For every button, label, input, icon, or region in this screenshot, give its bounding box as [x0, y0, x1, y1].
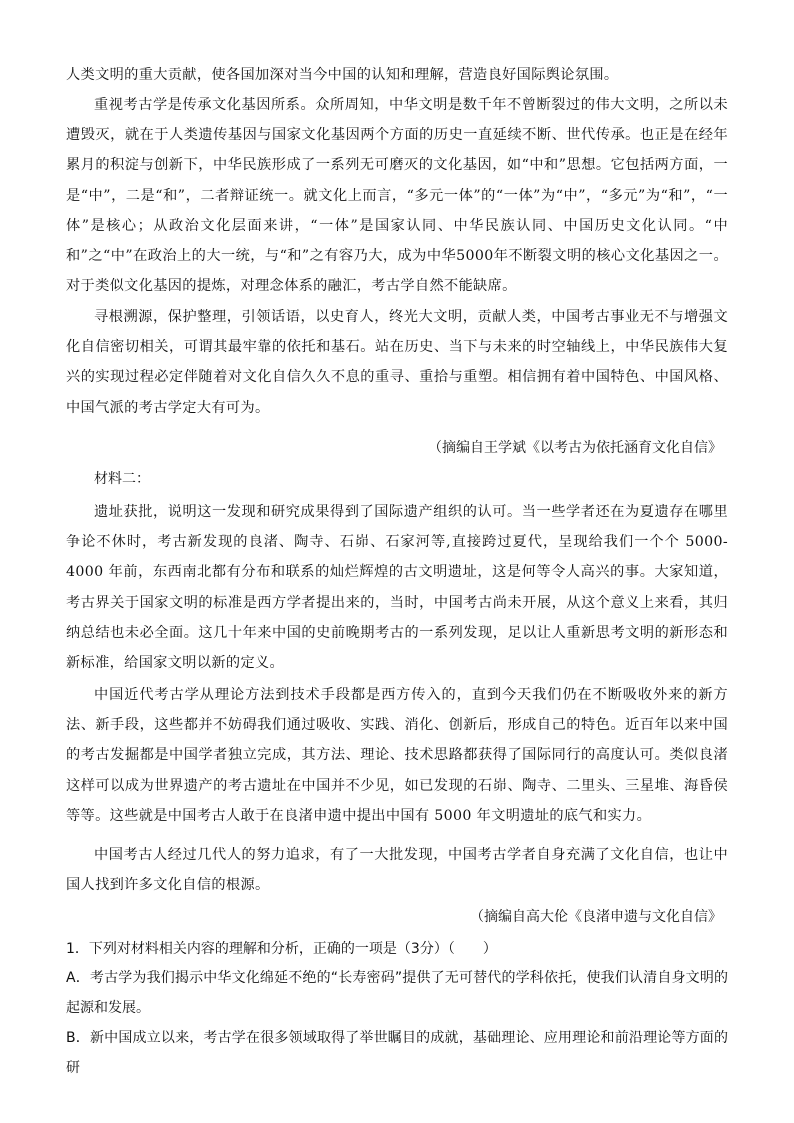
question-1-option-b: B．新中国成立以来，考古学在很多领域取得了举世瞩目的成就，基础理论、应用理论和前沿理论等方面的研 — [66, 1030, 728, 1076]
material-one-source: （摘编自王学斌《以考古为依托涵育文化自信》 — [428, 440, 722, 456]
question-1-stem: 1．下列对材料相关内容的理解和分析，正确的一项是（3分）（ ） — [66, 941, 497, 957]
material-one-paragraph-1: 重视考古学是传承文化基因所系。众所周知，中华文明是数千年不曾断裂过的伟大文明，之所以未遭毁灭，就在于人类遗传基因与国家文化基因两个方面的历史一直延续不断、世代传承。也正是在经年累月的积淀与创新下，中华民族形成了一系列无可磨灭的文化基因，如“中和”思想。它包括两方面，一是“中”，二是“和”，二者辩证统一。就文化上而言，“多元一体”的“一体”为“中”，“多元”为“和”，“一体”是核心；从政治文化层面来讲，“一体”是国家认同、中华民族认同、中国历史文化认同。“中和”之“中”在政治上的大一统，与“和”之有容乃大，成为中华5000年不断裂文明的核心文化基因之一。对于类似文化基因的提炼，对理念体系的融汇，考古学自然不能缺席。 — [66, 97, 728, 295]
material-one-continuation: 人类文明的重大贡献，使各国加深对当今中国的认知和理解，营造良好国际舆论氛围。 — [66, 67, 619, 83]
material-two-source: （摘编自高大伦《良渚申遗与文化自信》 — [470, 909, 722, 925]
material-two-paragraph-2: 中国近代考古学从理论方法到技术手段都是西方传入的，直到今天我们仍在不断吸收外来的新方法、新手段，这些都并不妨碍我们通过吸收、实践、消化、创新后，形成自己的特色。近百年以来中国的考古发掘都是中国学者独立完成，其方法、理论、技术思路都获得了国际同行的高度认可。类似良渚这样可以成为世界遗产的考古遗址在中国并不少见，如已发现的石峁、陶寺、二里头、三星堆、海昏侯等等。这些就是中国考古人敢于在良渚申遗中提出中国有 5000 年文明遗址的底气和实力。 — [66, 687, 728, 824]
material-two-paragraph-1: 遗址获批，说明这一发现和研究成果得到了国际遗产组织的认可。当一些学者还在为夏遗存在哪里争论不休时，考古新发现的良渚、陶寺、石峁、石家河等,直接跨过夏代，呈现给我们一个个 5000-4000 年前，东西南北都有分布和联系的灿烂辉煌的古文明遗址，这是何等令人高兴的事。大家知道，考古界关于国家文明的标准是西方学者提出来的，当时，中国考古尚未开展，从这个意义上来看，其归纳总结也未必全面。这几十年来中国的史前晚期考古的一系列发现，足以让人重新思考文明的新形态和新标准，给国家文明以新的定义。 — [66, 504, 728, 672]
material-two-paragraph-3: 中国考古人经过几代人的努力追求，有了一大批发现，中国考古学者自身充满了文化自信，也让中国人找到许多文化自信的根源。 — [66, 847, 728, 894]
material-one-paragraph-2: 寻根溯源，保护整理，引领话语，以史育人，终光大文明，贡献人类，中国考古事业无不与增强文化自信密切相关，可谓其最牢靠的依托和基石。站在历史、当下与未来的时空轴线上，中华民族伟大复兴的实现过程必定伴随着对文化自信久久不息的重寻、重拾与重塑。相信拥有着中国特色、中国风格、中国气派的考古学定大有可为。 — [66, 309, 728, 416]
material-two-label: 材料二： — [94, 471, 150, 487]
question-1-option-a: A．考古学为我们揭示中华文化绵延不绝的“长寿密码”提供了无可替代的学科依托，使我们认清自身文明的起源和发展。 — [66, 970, 728, 1016]
